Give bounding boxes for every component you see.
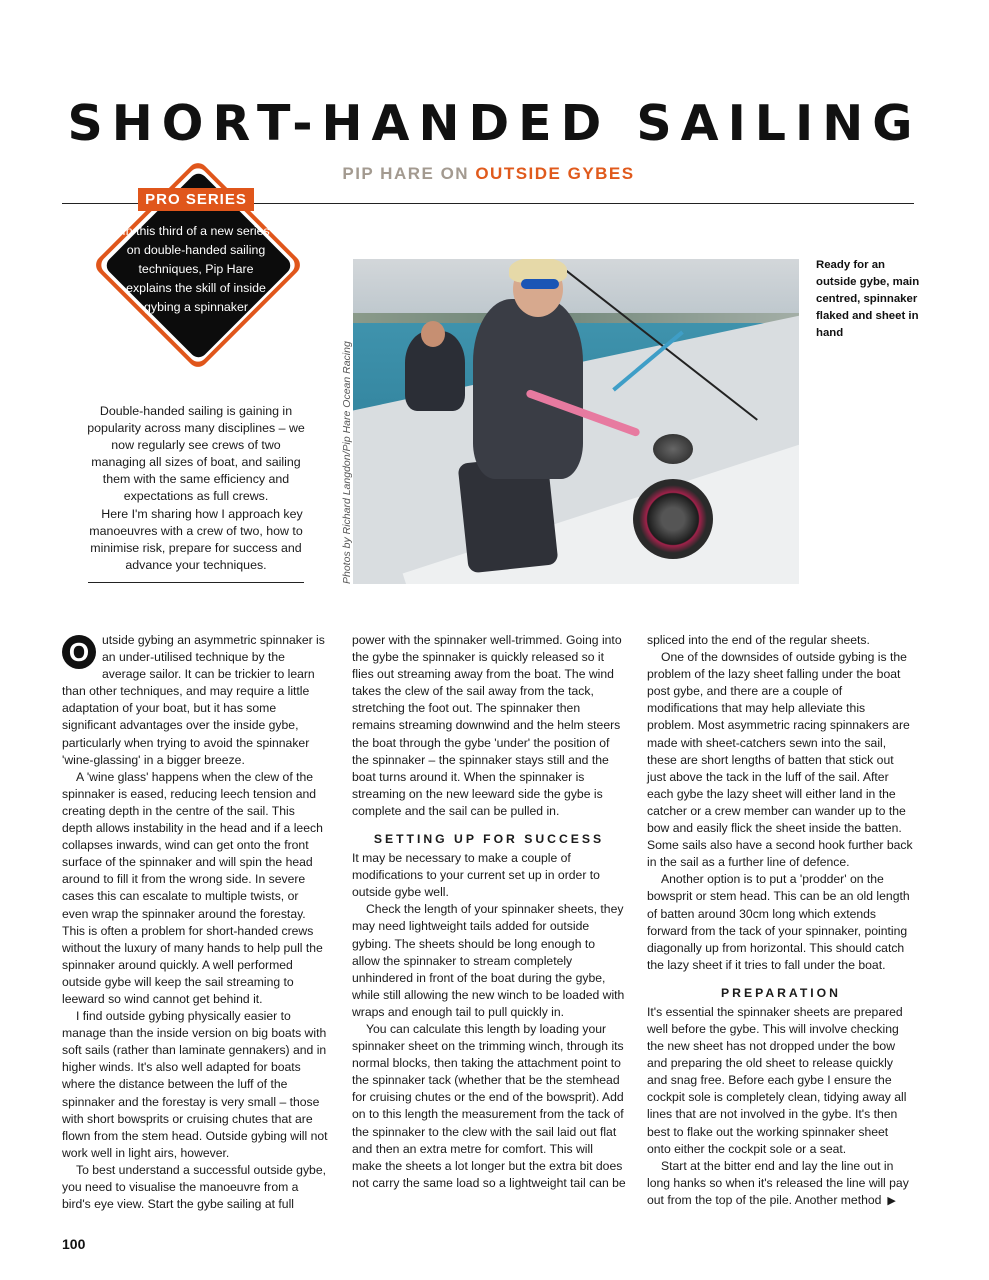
photo-crew-helm-head [421,321,445,347]
body-paragraph: A 'wine glass' happens when the clew of the spinnaker is eased, reducing leech tension and creating depth in the centre of the sail. This depth allows instability in the head and if a leech collapses inwards, wind can get onto the front surface of the spinnaker and will spin the head around to fill it from the wrong side. In severe cases this can escalate to multiple twists, or even wrap the spinnaker around the forestay. This is often a problem for short-handed crews without the luxury of many hands to help pull the spinnaker around quickly. A well performed outside gybe will keep the sail streaming to leeward so wind cannot get behind it. [62,769,323,1006]
intro-paragraph: Here I'm sharing how I approach key manoeuvres with a crew of two, how to minimise risk, prepare for success and advance your techniques. [89,506,303,572]
body-paragraph: power with the spinnaker well-trimmed. Going into the gybe the spinnaker is quickly released so it flies out streaming away from the boat. The wind takes the clew of the sail away from the tack, stretching the foot out. The spinnaker then remains streaming downwind and the helm steers the boat through the gybe 'under' the position of the spinnaker – the spinnaker stays still and the boat turns around it. When the spinnaker is streaming on the new leeward side the gybe is complete and the sail can be pulled in. [352,633,622,818]
body-column-2 [352,632,626,1192]
page-number: 100 [62,1236,86,1252]
body-paragraph: Check the length of your spinnaker sheets, they may need lightweight tails added for outside gybing. The sheets should be long enough to allow the spinnaker to stream completely unhindered in front of the boat during the gybe, while still allowing the new winch to be loaded with wraps and enough tail to pull quickly in. [352,902,625,1019]
body-paragraph: You can calculate this length by loading your spinnaker sheet on the trimming winch, through its normal blocks, then taking the attachment point to the spinnaker tack (whether that be the stemhead for cruising chutes or the end of the bowsprit). Add on to this length the measurement from the tack of the spinnaker to the clew with the sail laid out flat and then an extra metre for comfort. This will make the sheets a lot longer but the extra bit does not carry the same load so a lightweight tail can be [352,1021,626,1190]
photo-sunglasses [521,279,559,289]
photo-sky [353,259,799,321]
page-title: SHORT-HANDED SAILING [67,95,922,152]
section-heading-setup: SETTING UP FOR SUCCESS [373,832,605,847]
drop-cap: O [62,635,96,669]
subtitle-topic: OUTSIDE GYBES [475,164,635,183]
body-text: utside gybing an asymmetric spinnaker is an under-utilised technique by the average sailor. It can be trickier to learn than other techniques, and may require a little adaptation of your boat, but it has some significant advantages over the inside gybe, particularly when trying to avoid the spinnaker 'wine-glassing' in a bigger breeze. [62,633,325,767]
body-paragraph: Another option is to put a 'prodder' on the bowsprit or stem head. This can be an old length of batten around 30cm long which extends forward from the tack of your spinnaker, pointing diagonally up from horizontal. This should catch the lazy sheet if it tries to fall under the boat. [647,872,910,972]
photo-coastline [353,313,799,323]
body-paragraph [62,632,328,769]
sailing-photo [353,259,799,584]
intro-text [86,403,306,574]
body-paragraph: I find outside gybing physically easier to manage than the inside version on big boats with soft sails (rather than laminate gennakers) and in higher winds. It's also well adapted for boats where the distance between the luff of the spinnaker and the forestay is very small – those with short bowsprits or cruising chutes that are flown from the stem head. Outside gybing will not work well in light airs, however. [62,1009,328,1160]
body-text: Start at the bitter end and lay the line out in long hanks so when it's released the line will pay out from the top of the pile. Another method [647,1158,909,1207]
intro-rule [88,582,304,583]
photo-caption: Ready for an outside gybe, main centred, spinnaker flaked and sheet in hand [816,259,920,340]
series-standfirst: In this third of a new series on double-handed sailing techniques, Pip Hare explains the skill of inside gybing a spinnaker [122,224,270,314]
subtitle-author: PIP HARE ON [342,164,470,183]
body-paragraph: One of the downsides of outside gybing is the problem of the lazy sheet falling under the boat post gybe, and there are a couple of modifications that may help alleviate this problem. Most asymmetric racing spinnakers are made with sheet-catchers sewn into the sail, these are short lengths of batten that stick out just above the tack in the luff of the sail. After each gybe the lazy sheet will either land in the catcher or a crew member can wander up to the bow and easily flick the sheet inside the batten. Some sails also have a second hook further back in the sail as a further line of defence. [647,650,913,870]
body-paragraph [647,1158,915,1210]
photo-credit: Photos by Richard Langdon/Pip Hare Ocean Racing [341,341,353,584]
photo-winch-small [653,434,693,464]
photo-winch [633,479,713,559]
body-paragraph: It may be necessary to make a couple of modifications to your current set up in order to outside gybe well. [352,851,600,900]
section-heading-preparation: PREPARATION [721,985,841,1000]
body-paragraph: It's essential the spinnaker sheets are prepared well before the gybe. This will involve checking the new sheet has not dropped under the bow and preparing the old sheet to release quickly and snag free. Before each gybe I ensure the cockpit sole is completely clean, tidying away all lines that are not involved in the gybe. It's then best to flake out the working spinnaker sheet onto either the cockpit sole or a seat. [647,1004,907,1156]
body-column-3 [647,632,915,1210]
body-paragraph: To best understand a successful outside gybe, you need to visualise the manoeuvre from a bird's eye view. Start the gybe sailing at full [62,1162,326,1212]
body-paragraph: spliced into the end of the regular sheets. [647,633,870,647]
pro-series-badge: PRO SERIES [138,188,254,211]
intro-paragraph: Double-handed sailing is gaining in popularity across many disciplines – we now regularly see crews of two managing all sizes of boat, and sailing them with the same efficiency and expectations as full crews. [87,404,305,504]
continue-arrow-icon: ▶ [887,1194,896,1207]
body-column-1 [62,632,328,1213]
